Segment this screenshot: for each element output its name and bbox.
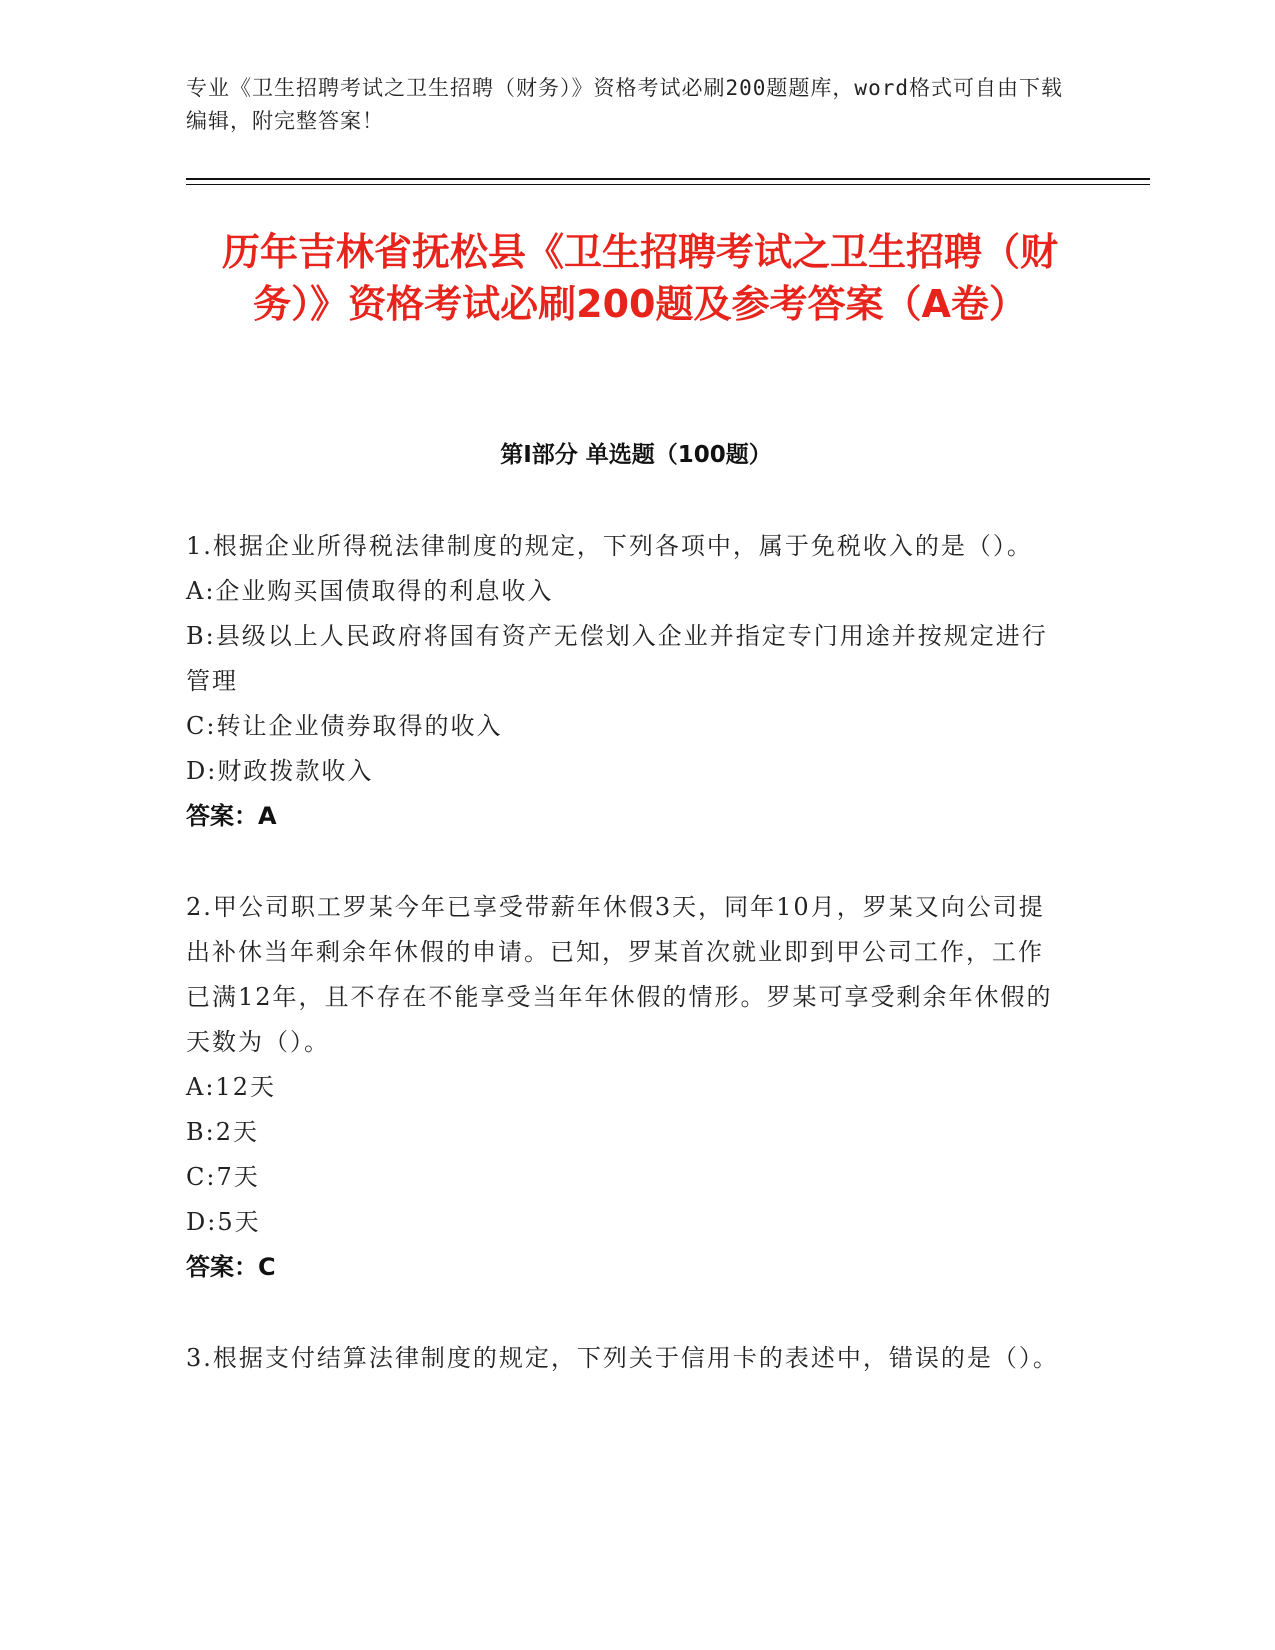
- option-c: C:转让企业债券取得的收入: [186, 712, 503, 740]
- option-d: D:财政拨款收入: [186, 757, 374, 785]
- answer: 答案：C: [186, 1253, 276, 1281]
- answer: 答案：A: [186, 802, 277, 830]
- question-stem: 3.根据支付结算法律制度的规定，下列关于信用卡的表述中，错误的是（）。: [186, 1344, 1059, 1372]
- option-b: B:县级以上人民政府将国有资产无偿划入企业并指定专门用途并按规定进行管理: [186, 622, 1048, 695]
- option-d: D:5天: [186, 1208, 261, 1236]
- section-heading: 第Ⅰ部分 单选题（100题）: [500, 442, 772, 468]
- question-3: [186, 1336, 1066, 1381]
- option-b: B:2天: [186, 1118, 259, 1146]
- option-a: A:企业购买国债取得的利息收入: [186, 577, 554, 605]
- header-divider-thick: [186, 178, 1150, 180]
- header-note: 专业《卫生招聘考试之卫生招聘（财务）》资格考试必刷200题题库，word格式可自由下载编辑，附完整答案！: [186, 76, 1063, 133]
- question-list: [186, 524, 1066, 1427]
- question-2: [186, 885, 1066, 1290]
- document-title: 历年吉林省抚松县《卫生招聘考试之卫生招聘（财务）》资格考试必刷200题及参考答案（A卷）: [221, 230, 1058, 326]
- option-a: A:12天: [186, 1073, 276, 1101]
- option-c: C:7天: [186, 1163, 260, 1191]
- header-divider-thin: [186, 184, 1150, 185]
- question-1: [186, 524, 1066, 839]
- question-stem: 1.根据企业所得税法律制度的规定，下列各项中，属于免税收入的是（）。: [186, 532, 1033, 560]
- question-stem: 2.甲公司职工罗某今年已享受带薪年休假3天，同年10月，罗某又向公司提出补休当年剩余年休假的申请。已知，罗某首次就业即到甲公司工作，工作已满12年，且不存在不能享受当年年休假的情形。罗某可享受剩余年休假的天数为（）。: [186, 893, 1053, 1056]
